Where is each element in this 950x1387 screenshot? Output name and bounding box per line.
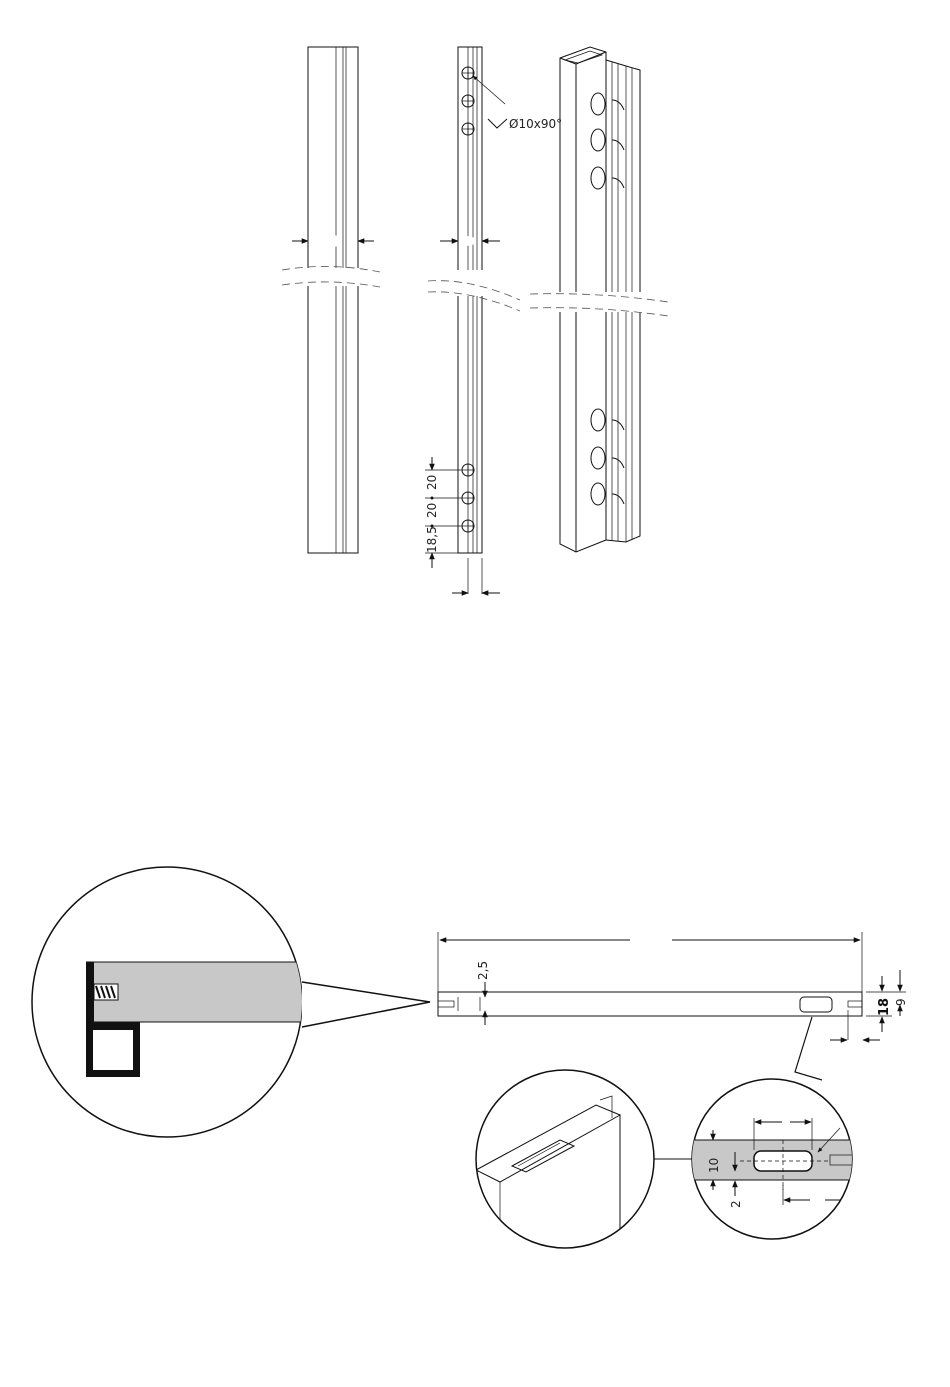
detail-circle-slot-perspective bbox=[476, 1070, 654, 1260]
dim-half-thickness: 9 bbox=[894, 998, 908, 1006]
countersink-hole bbox=[462, 67, 474, 79]
countersink-hole bbox=[462, 123, 474, 135]
dim-pitch-top: 20 bbox=[425, 474, 439, 490]
shelf-bar-plan bbox=[438, 932, 906, 1040]
dim-slot-height: 10 bbox=[707, 1157, 721, 1173]
dim-slot-offset: 2 bbox=[729, 1200, 743, 1208]
countersink-hole bbox=[462, 520, 474, 532]
dim-countersink: Ø10x90° bbox=[509, 117, 563, 131]
dim-first-hole: 18,5 bbox=[425, 526, 439, 553]
dim-pitch-mid: 20 bbox=[425, 502, 439, 518]
countersink-hole bbox=[462, 464, 474, 476]
rail-front-view bbox=[282, 47, 380, 553]
dim-panel-thickness: 18 bbox=[877, 997, 892, 1016]
rail-side-view bbox=[425, 47, 520, 594]
countersink-hole bbox=[462, 492, 474, 504]
countersink-hole bbox=[462, 95, 474, 107]
detail-circle-cross-section bbox=[32, 867, 430, 1137]
dim-slot-width: 2,5 bbox=[476, 960, 490, 980]
